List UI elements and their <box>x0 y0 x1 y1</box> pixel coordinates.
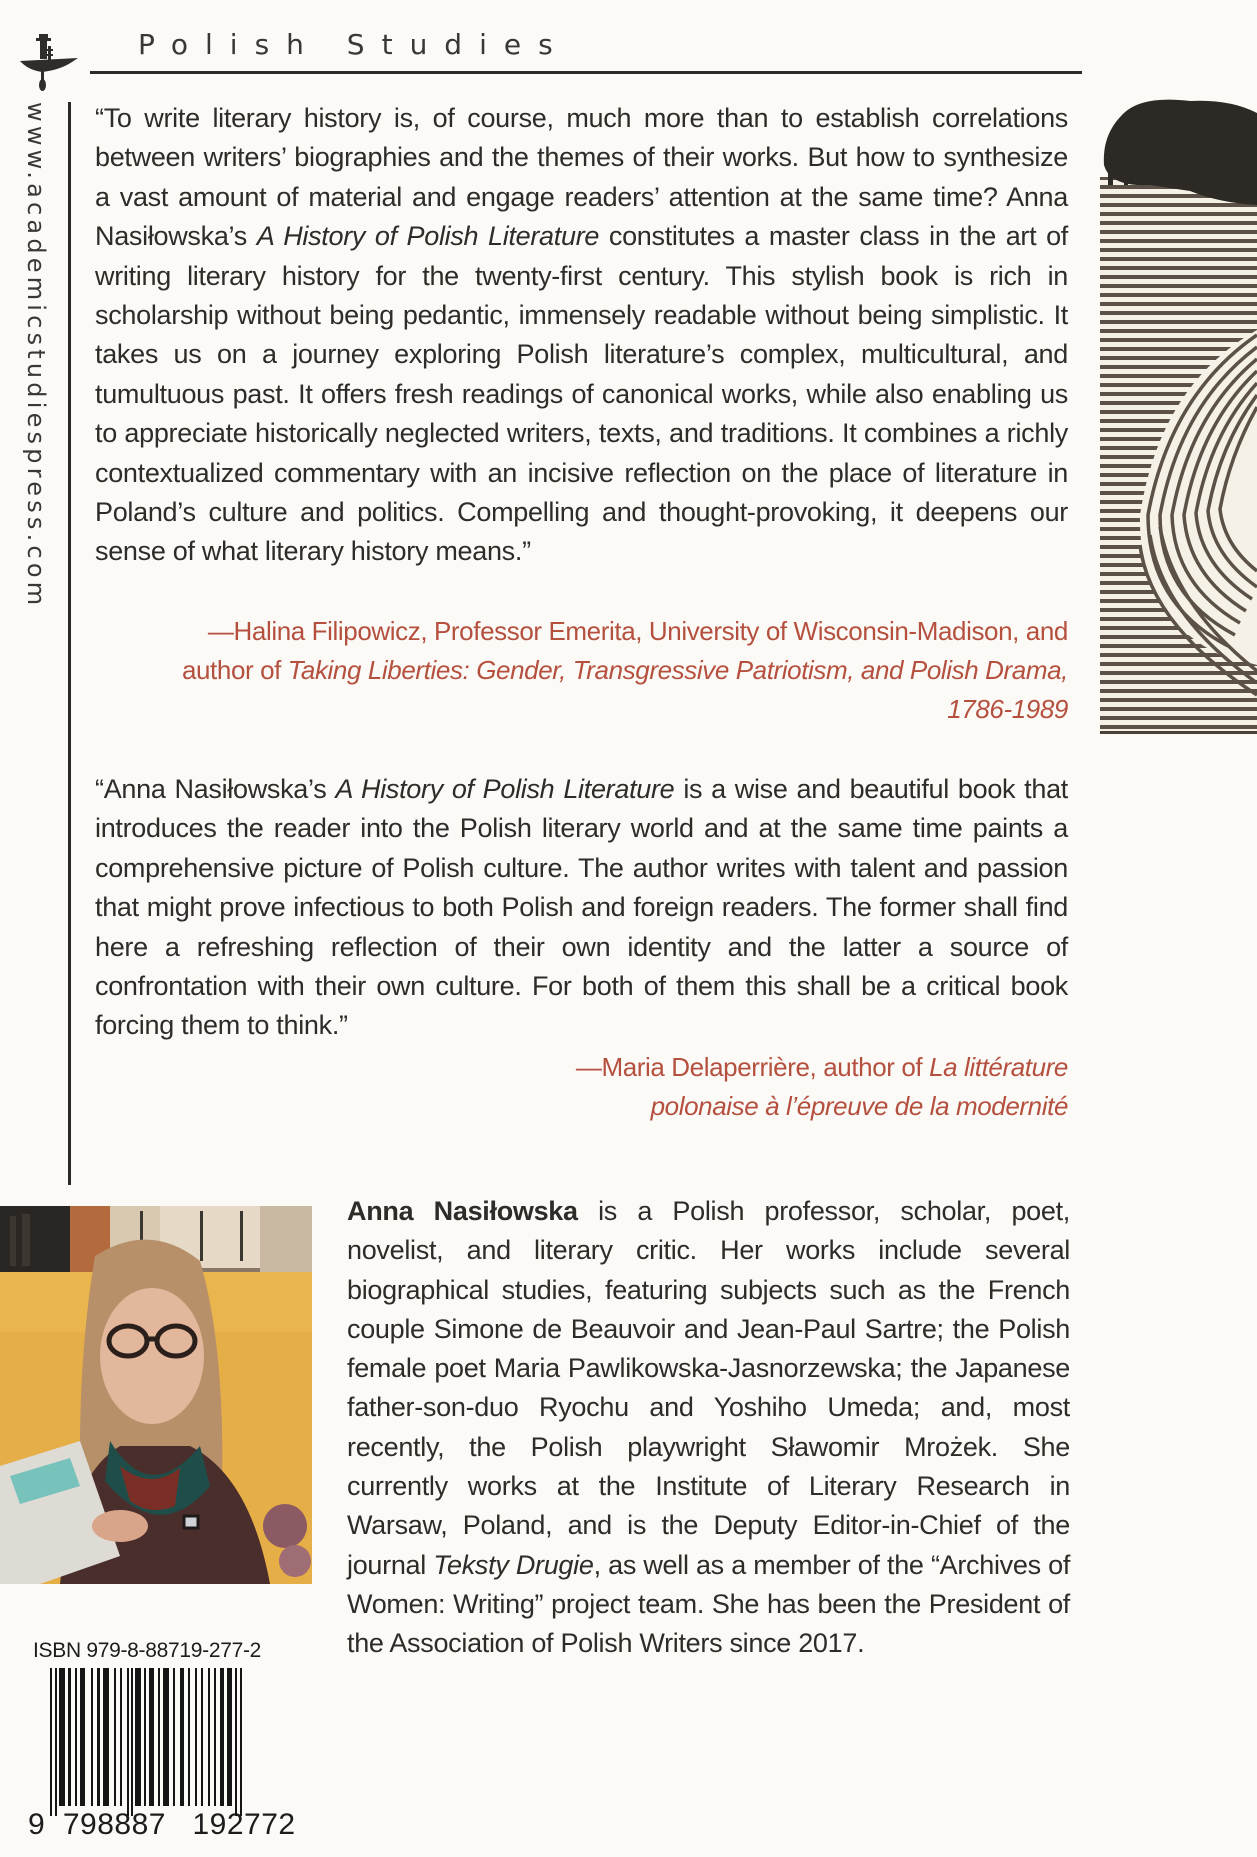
quote-attribution-1 <box>168 612 1068 729</box>
author-bio <box>347 1192 1070 1664</box>
quote-text: is a wise and beautiful book that introduces the reader into the Polish literary world and at the same time paints a comprehensive picture of Polish culture. The author writes with talent and passion that might prove infectious to both Polish and foreign readers. The former shall find here a refreshing reflection of their own identity and the latter a source of confrontation with their own culture. For both of them this shall be a critical book forcing them to think.” <box>95 774 1068 1041</box>
journal-title: Teksty Drugie <box>433 1549 594 1580</box>
quote-text: “To write literary history is, of course, much more than to establish correlations between writers’ biographies and the themes of their works. But how to synthesize a vast amount of material and engage readers’ attention at the same time? Anna Nasiłowska’s <box>95 103 1068 252</box>
series-title: Polish Studies <box>138 28 570 61</box>
barcode-icon <box>50 1668 252 1816</box>
bio-text: is a Polish professor, scholar, poet, novelist, and literary critic. Her works include several biographical studies, featuring subjects such as the French couple Simone de Beauvoir and Jean-Paul Sartre; the Polish female poet Maria Pawlikowska-Jasnorzewska; the Japanese father-son-duo Ryochu and Yoshiho Umeda; and, most recently, the Polish playwright Sławomir Mrożek. She currently works at the Institute of Literary Research in Warsaw, Poland, and is the Deputy Editor-in-Chief of the journal <box>347 1196 1070 1580</box>
bio-text: , as well as a member of the “Archives of Women: Writing” project team. She has been the President of the Association of Polish Writers since 2017. <box>347 1549 1071 1659</box>
attribution-text: —Halina Filipowicz, Professor Emerita, University of Wisconsin-Madison, and author of <box>181 616 1068 685</box>
author-photo <box>0 1206 312 1584</box>
boat-rower-icon <box>20 34 80 92</box>
book-title: A History of Polish Literature <box>335 774 675 804</box>
book-title: A History of Polish Literature <box>256 221 600 252</box>
barcode-digits: 9 798887 192772 <box>28 1808 296 1841</box>
header-divider <box>90 71 1082 74</box>
isbn-label: ISBN 979-8-88719-277-2 <box>33 1639 262 1662</box>
attribution-book-title: Taking Liberties: Gender, Transgressive Patriotism, and Polish Drama, 1786-1989 <box>287 655 1068 724</box>
quote-attribution-2 <box>508 1048 1068 1126</box>
attribution-text: —Maria Delaperrière, author of <box>575 1052 930 1082</box>
endorsement-quote-1 <box>95 99 1068 572</box>
author-name: Anna Nasiłowska <box>347 1196 578 1226</box>
quote-text: “Anna Nasiłowska’s <box>95 774 336 804</box>
publisher-url[interactable]: www.academicstudiespress.com <box>22 102 50 610</box>
vertical-divider <box>68 102 71 1185</box>
woodcut-illustration <box>1100 95 1257 737</box>
quote-text: constitutes a master class in the art of writing literary history for the twenty-first century. This stylish book is rich in scholarship without being pedantic, immensely readable without being simplistic. It takes us on a journey exploring Polish literature’s complex, multicultural, and tumultuous past. It offers fresh readings of canonical works, while also enabling us to appreciate historically neglected writers, texts, and traditions. It combines a richly contextualized commentary with an incisive reflection on the place of literature in Poland’s culture and politics. Compelling and thought-provoking, it deepens our sense of what literary history means.” <box>95 221 1069 567</box>
endorsement-quote-2 <box>95 770 1068 1046</box>
attribution-book-title: La littérature polonaise à l’épreuve de la modernité <box>650 1052 1068 1121</box>
